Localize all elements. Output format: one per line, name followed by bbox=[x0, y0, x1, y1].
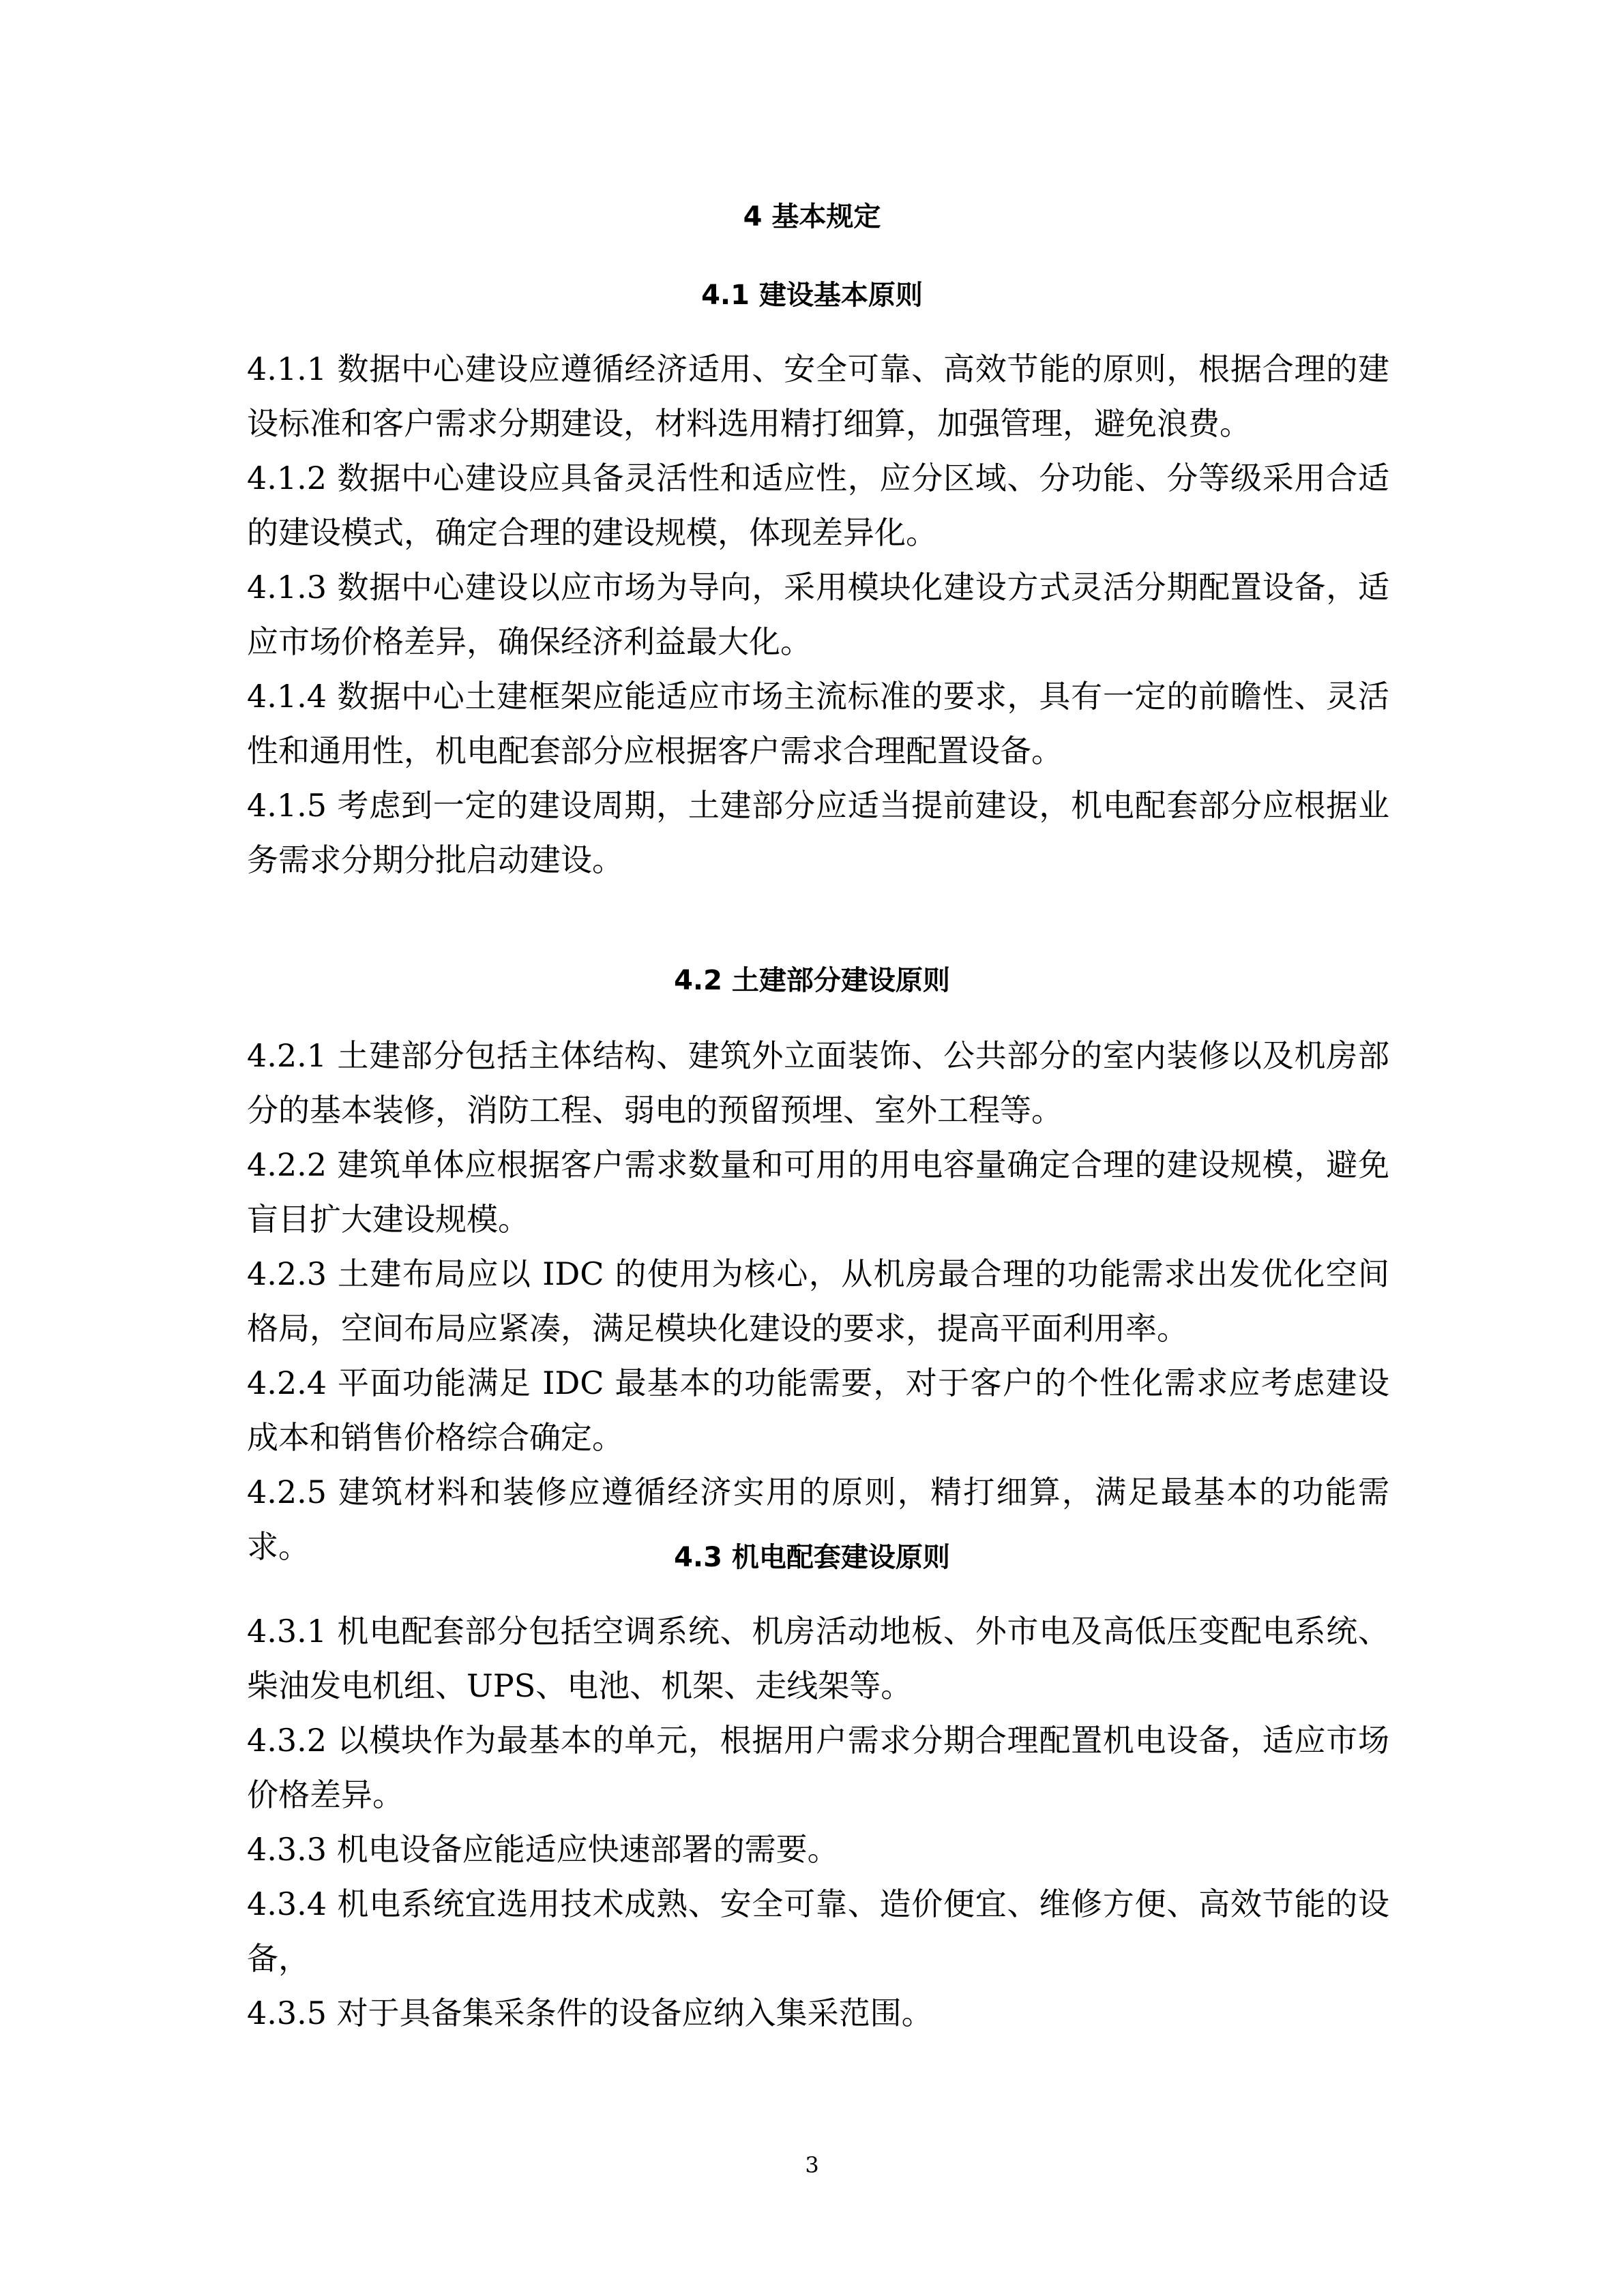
chapter-title: 4 基本规定 bbox=[743, 201, 881, 233]
clause-4-1-2: 4.1.2 数据中心建设应具备灵活性和适应性，应分区域、分功能、分等级采用合适的建设模式，确定合理的建设规模，体现差异化。 bbox=[247, 460, 1389, 551]
section-4-3-body bbox=[247, 1604, 1389, 2040]
clause-4-3-1: 4.3.1 机电配套部分包括空调系统、机房活动地板、外市电及高低压变配电系统、柴油发电机组、UPS、电池、机架、走线架等。 bbox=[247, 1613, 1389, 1704]
section-heading-4-3: 4.3 机电配套建设原则 bbox=[674, 1542, 950, 1573]
clause-4-2-3: 4.2.3 土建布局应以 IDC 的使用为核心，从机房最合理的功能需求出发优化空间格局，空间布局应紧凑，满足模块化建设的要求，提高平面利用率。 bbox=[247, 1255, 1389, 1347]
clause-4-3-5: 4.3.5 对于具备集采条件的设备应纳入集采范围。 bbox=[247, 1995, 933, 2031]
clause-4-1-4: 4.1.4 数据中心土建框架应能适应市场主流标准的要求，具有一定的前瞻性、灵活性和通用性，机电配套部分应根据客户需求合理配置设备。 bbox=[247, 678, 1389, 769]
clause-4-2-5: 4.2.5 建筑材料和装修应遵循经济实用的原则，精打细算，满足最基本的功能需求。 bbox=[247, 1474, 1389, 1565]
page-number: 3 bbox=[805, 2152, 819, 2178]
section-4-1-body bbox=[247, 342, 1389, 887]
clause-4-2-2: 4.2.2 建筑单体应根据客户需求数量和可用的用电容量确定合理的建设规模，避免盲目扩大建设规模。 bbox=[247, 1146, 1389, 1238]
clause-4-3-3: 4.3.3 机电设备应能适应快速部署的需要。 bbox=[247, 1831, 839, 1868]
clause-4-1-1: 4.1.1 数据中心建设应遵循经济适用、安全可靠、高效节能的原则，根据合理的建设标准和客户需求分期建设，材料选用精打细算，加强管理，避免浪费。 bbox=[247, 351, 1389, 442]
clause-4-1-5: 4.1.5 考虑到一定的建设周期，土建部分应适当提前建设，机电配套部分应根据业务需求分期分批启动建设。 bbox=[247, 787, 1389, 878]
section-heading-4-1: 4.1 建设基本原则 bbox=[701, 280, 923, 311]
clause-4-1-3: 4.1.3 数据中心建设以应市场为导向，采用模块化建设方式灵活分期配置设备，适应市场价格差异，确保经济利益最大化。 bbox=[247, 569, 1389, 660]
clause-4-3-4: 4.3.4 机电系统宜选用技术成熟、安全可靠、造价便宜、维修方便、高效节能的设备， bbox=[247, 1885, 1389, 1977]
clause-4-2-1: 4.2.1 土建部分包括主体结构、建筑外立面装饰、公共部分的室内装修以及机房部分的基本装修，消防工程、弱电的预留预埋、室外工程等。 bbox=[247, 1037, 1389, 1129]
clause-4-2-4: 4.2.4 平面功能满足 IDC 最基本的功能需要，对于客户的个性化需求应考虑建设成本和销售价格综合确定。 bbox=[247, 1365, 1389, 1456]
section-4-2-body bbox=[247, 1028, 1389, 1574]
section-heading-4-2: 4.2 土建部分建设原则 bbox=[674, 965, 950, 996]
clause-4-3-2: 4.3.2 以模块作为最基本的单元，根据用户需求分期合理配置机电设备，适应市场价格差异。 bbox=[247, 1722, 1389, 1813]
